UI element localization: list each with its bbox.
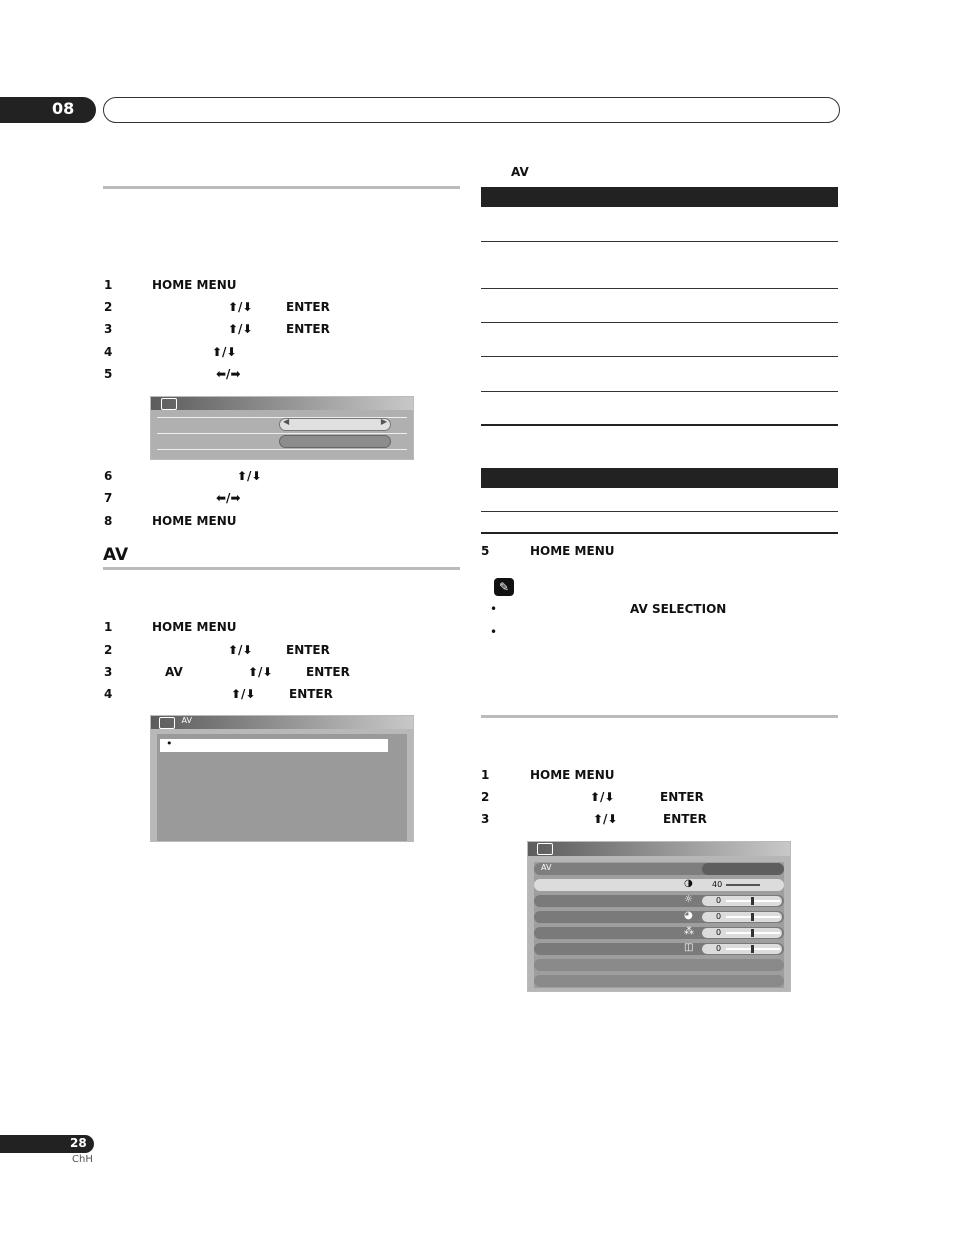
slider-handle[interactable] <box>751 913 754 921</box>
up-down-arrows-icon: ⬆/⬇ <box>228 300 253 314</box>
slider-handle[interactable] <box>751 929 754 937</box>
enter-key-label: ENTER <box>286 322 330 336</box>
language-code: ChH <box>72 1154 93 1165</box>
step-number: 2 <box>481 790 490 804</box>
slider-fill <box>726 884 760 886</box>
step-number: 5 <box>104 367 113 381</box>
enter-key-label: ENTER <box>286 643 330 657</box>
osd-value: 0 <box>716 896 722 905</box>
table-header <box>481 468 838 488</box>
header-title-bar <box>103 97 840 123</box>
step-number: 2 <box>104 643 113 657</box>
up-down-arrows-icon: ⬆/⬇ <box>228 643 253 657</box>
step-number: 6 <box>104 469 113 483</box>
page-number: 28 <box>70 1136 87 1150</box>
option-bar[interactable] <box>279 435 391 448</box>
option-selector[interactable] <box>279 418 391 431</box>
slider-handle[interactable] <box>751 945 754 953</box>
note-text: AV SELECTION <box>630 602 727 616</box>
tint-icon: ⁂ <box>684 926 694 937</box>
osd-value: 0 <box>716 928 722 937</box>
step-text: HOME MENU <box>152 278 237 292</box>
step-number: 2 <box>104 300 113 314</box>
up-down-arrows-icon: ⬆/⬇ <box>237 469 262 483</box>
left-right-arrows-icon: ⬅/➡ <box>216 367 241 381</box>
step-number: 1 <box>104 620 113 634</box>
step-text: AV <box>165 665 183 679</box>
step-number: 1 <box>481 768 490 782</box>
osd-av-label: AV <box>541 863 552 872</box>
note-bullet: • <box>490 602 498 616</box>
color-icon: ◕ <box>684 910 693 921</box>
step-number: 7 <box>104 491 113 505</box>
list-bullet: • <box>166 737 173 750</box>
osd-title-bar <box>151 716 413 729</box>
sharpness-icon: ◫ <box>684 942 694 953</box>
step-number: 1 <box>104 278 113 292</box>
osd-list-item-selected[interactable] <box>160 739 388 752</box>
enter-key-label: ENTER <box>306 665 350 679</box>
osd-adjust-row[interactable] <box>534 895 784 907</box>
section-rule <box>103 567 460 570</box>
osd-screen-setting <box>150 396 414 460</box>
table-header <box>481 187 838 207</box>
step-number: 5 <box>481 544 490 558</box>
section-title: AV <box>103 545 129 565</box>
up-down-arrows-icon: ⬆/⬇ <box>212 345 237 359</box>
osd-menu-row[interactable] <box>534 975 784 987</box>
step-number: 4 <box>104 687 113 701</box>
menu-icon <box>537 843 553 855</box>
note-icon: ✎ <box>494 578 514 596</box>
step-number: 4 <box>104 345 113 359</box>
section-rule <box>103 186 460 189</box>
slider-handle[interactable] <box>751 897 754 905</box>
up-down-arrows-icon: ⬆/⬇ <box>248 665 273 679</box>
left-right-arrows-icon: ⬅/➡ <box>216 491 241 505</box>
osd-value: 0 <box>716 912 722 921</box>
menu-icon <box>161 398 177 410</box>
osd-adjust-row[interactable] <box>534 943 784 955</box>
osd-av-row[interactable] <box>534 863 784 875</box>
osd-adjust-row[interactable] <box>534 927 784 939</box>
osd-value: 40 <box>712 880 723 889</box>
left-arrow-icon[interactable]: ◀ <box>283 417 290 426</box>
osd-title-bar <box>528 842 790 856</box>
step-text: HOME MENU <box>152 514 237 528</box>
enter-key-label: ENTER <box>286 300 330 314</box>
table-bottom-rule <box>481 424 838 426</box>
enter-key-label: ENTER <box>289 687 333 701</box>
table-bottom-rule <box>481 532 838 534</box>
step-text: HOME MENU <box>530 768 615 782</box>
step-number: 3 <box>104 322 113 336</box>
note-bullet: • <box>490 625 498 639</box>
osd-adjust-row[interactable] <box>534 879 784 891</box>
step-number: 3 <box>481 812 490 826</box>
up-down-arrows-icon: ⬆/⬇ <box>593 812 618 826</box>
table-row-divider <box>481 356 838 357</box>
enter-key-label: ENTER <box>660 790 704 804</box>
osd-title-bar <box>151 397 413 410</box>
right-arrow-icon[interactable]: ▶ <box>380 417 387 426</box>
table-row-divider <box>481 241 838 242</box>
enter-key-label: ENTER <box>663 812 707 826</box>
menu-icon <box>159 717 175 729</box>
brightness-icon: ☼ <box>684 894 693 905</box>
osd-menu-row[interactable] <box>534 959 784 971</box>
osd-title: AV <box>181 716 192 725</box>
step-number: 3 <box>104 665 113 679</box>
chapter-tab <box>0 97 96 123</box>
up-down-arrows-icon: ⬆/⬇ <box>590 790 615 804</box>
section-rule <box>481 715 838 718</box>
step-text: HOME MENU <box>152 620 237 634</box>
step-number: 8 <box>104 514 113 528</box>
table-heading: AV <box>511 165 529 179</box>
contrast-icon: ◑ <box>684 878 693 889</box>
up-down-arrows-icon: ⬆/⬇ <box>228 322 253 336</box>
step-text: HOME MENU <box>530 544 615 558</box>
osd-adjust-row[interactable] <box>534 911 784 923</box>
table-row-divider <box>481 288 838 289</box>
osd-value: 0 <box>716 944 722 953</box>
table-row-divider <box>481 322 838 323</box>
osd-screen-picture <box>527 841 791 992</box>
table-row-divider <box>481 391 838 392</box>
table-row-divider <box>481 511 838 512</box>
osd-screen-av-list <box>150 715 414 842</box>
up-down-arrows-icon: ⬆/⬇ <box>231 687 256 701</box>
chapter-number: 08 <box>52 99 75 118</box>
